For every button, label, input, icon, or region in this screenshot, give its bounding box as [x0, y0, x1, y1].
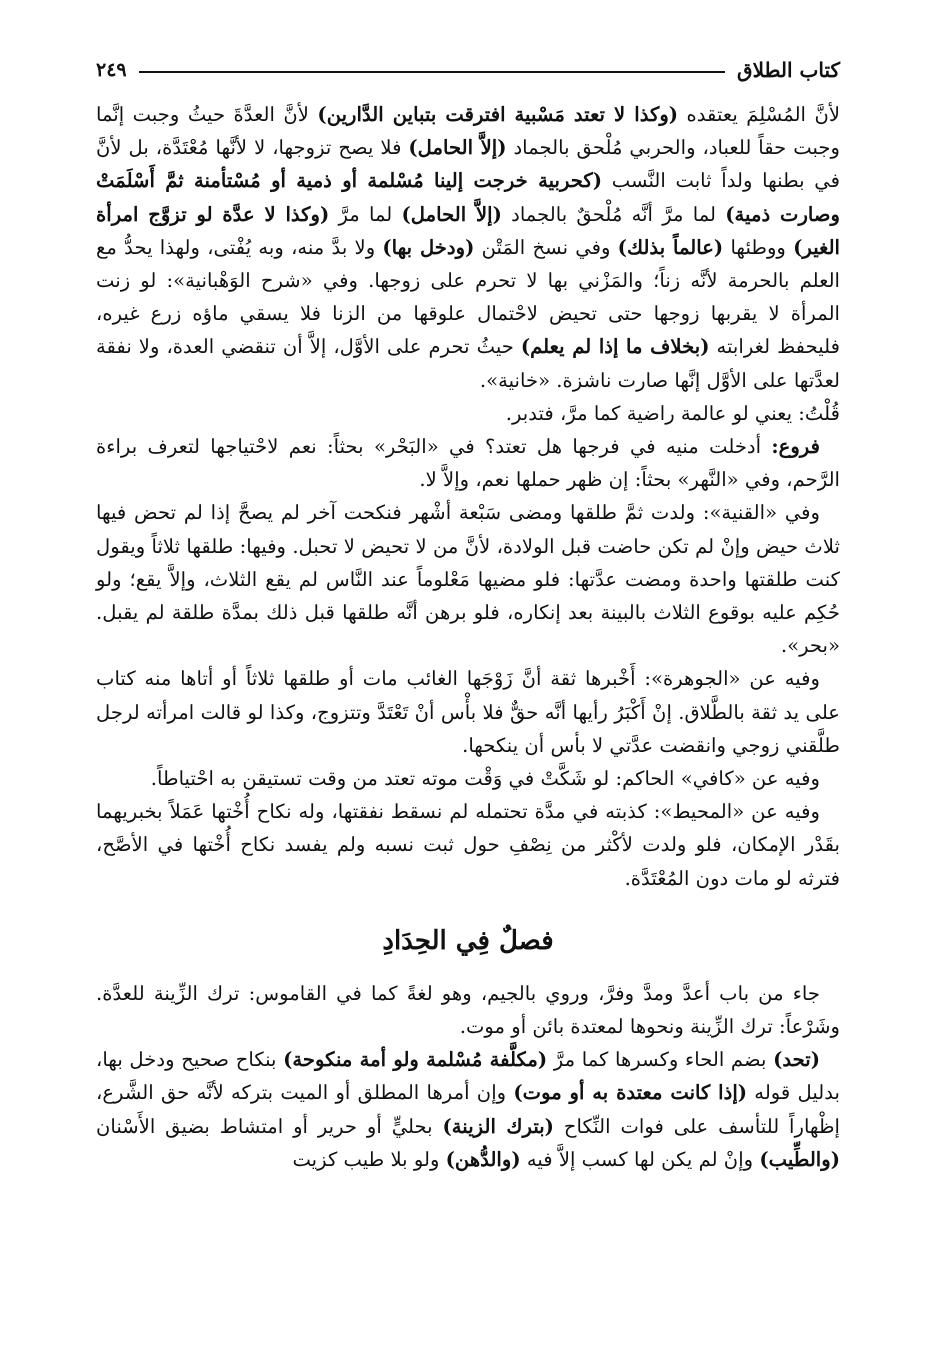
bold-text: (إلاَّ الحامل) — [401, 202, 502, 226]
text-run: حيثُ تحرم على الأوَّل، إلاَّ أن تنقضي العدة، ولا نفقة لعدَّتها على الأوَّل إنَّها صارت ناشزة. «خانية». — [96, 335, 840, 392]
page-header — [96, 50, 840, 90]
paragraph — [96, 496, 840, 662]
text-run: لما مرَّ — [329, 202, 402, 226]
bold-text: (والدُّهن) — [445, 1147, 521, 1171]
text-run: بحليٍّ أو حرير أو امتشاط بضيق الأَسْنان — [96, 1114, 443, 1138]
bold-text: (مكلَّفة مُسْلمة ولو أمة منكوحة) — [283, 1048, 548, 1072]
text-run: وإن أمرها المطلق أو الميت بتركه لأنَّه حق الشَّرع، إظْهاراً للتأسف على فوات النِّكاح — [96, 1081, 840, 1138]
text-run: وفي «القنية»: ولدت ثمَّ طلقها ومضى سَبْعة أشْهر فنكحت آخر لم يصحَّ إذا لم تحض فيها ثلاث حيض وإنْ لم تكن حاضت قبل الولادة، لأنَّ من لا تحيض لا تحبل. وفيها: طلقها ثلاثاً ويقول كنت طلقتها واحدة ومضت عدَّتها: فلو مضيها مَعْلوماً عند النَّاس لم يقع الثلاث، وإلاَّ يقع؛ ولو حُكِم عليه بوقوع الثلاث بالبينة بعد إنكاره، فلو برهن أنَّه طلقها قبل ذلك بمدَّة طلقة لم يقبل. «بحر». — [96, 501, 840, 658]
text-run: ووطئها — [723, 235, 794, 259]
bold-text: (تحد) — [773, 1048, 820, 1072]
text-run: وفيه عن «المحيط»: كذبته في مدَّة تحتمله لم نسقط نفقتها، وله نكاح أُخْتها عَمَلاً بخبريهما بقَدْر الإمكان، فلو ولدت لأكْثر من نِصْفِ حول ثبت نسبه ولم يفسد نكاح أُخْتها في الأصَّح، فترثه لو مات دون المُعْتَدَّة. — [96, 800, 840, 890]
bold-text: (إذا كانت معتدة به أو موت) — [513, 1081, 748, 1105]
text-run: لأنَّ المُسْلِمَ يعتقده — [678, 103, 841, 126]
text-run: بضم الحاء وكسرها كما مرَّ — [547, 1048, 774, 1072]
bold-text: (ودخل بها) — [382, 235, 475, 259]
bold-text: (وكذا لا تعتد مَسْبية افترقت بتباين الدَّارين) — [317, 103, 679, 126]
paragraphs — [96, 98, 840, 895]
bold-text: فروع: — [771, 435, 820, 459]
text-run: وفيه عن «الجوهرة»: أَخْبرها ثقة أنَّ زَوْجَها الغائب مات أو طلقها ثلاثاً أو أتاها منه كتاب على يد ثقة بالطَّلاق. إنْ أَكْبَرُ رأيها أنَّه حقٌّ فلا بأْس أنْ تَعْتَدَّ وتتزوج، وكذا لو قالت امرأته لرجل طلَّقني زوجي وانقضت عدَّتي لا بأس أن ينكحها. — [96, 667, 840, 757]
paragraph — [96, 662, 840, 762]
text-run: ولو بلا طيب كزيت — [292, 1147, 446, 1171]
section-paragraphs — [96, 977, 840, 1176]
bold-text: (عالماً بذلك) — [617, 235, 724, 259]
book-page — [96, 50, 840, 1340]
page-number: ٢٤٩ — [96, 59, 127, 81]
section-heading: فصلٌ فِي الحِدَادِ — [382, 925, 554, 956]
text-run: وفيه عن «كافي» الحاكم: لو شَكَّتْ في وَقْت موته تعتد من وقت تستيقن به احْتياطاً. — [150, 767, 820, 791]
paragraph — [96, 98, 840, 397]
paragraph — [96, 397, 840, 430]
running-title: كتاب الطلاق — [737, 58, 840, 82]
text-run: وفي نسخ المَتْن — [474, 235, 618, 259]
main-text — [96, 98, 840, 1176]
bold-text: (بترك الزينة) — [442, 1114, 554, 1138]
text-run: وإنْ لم يكن لها كسب إلاَّ فيه — [520, 1147, 760, 1171]
bold-text: (بخلاف ما إذا لم يعلم) — [520, 335, 710, 359]
bold-text: (وكذا لا عدَّة لو تزوَّج امرأة الغير) — [96, 202, 840, 259]
paragraph — [96, 762, 840, 795]
bold-text: (إلاَّ الحامل) — [408, 136, 507, 160]
paragraph — [96, 1043, 840, 1176]
paragraph — [96, 430, 840, 496]
paragraph — [96, 795, 840, 895]
bold-text: (والطِّيب) — [759, 1147, 840, 1171]
text-run: قُلْتُ: يعني لو عالمة راضية كما مرَّ، فتدبر. — [505, 401, 840, 425]
text-run: لأنَّ العدَّةَ حيثُ وجبت إنَّما وجبت حقاً للعباد، والحربي مُلْحق بالجماد — [96, 103, 840, 160]
paragraph — [96, 977, 840, 1043]
text-run: فلا يصح تزوجها، لا لأنَّها مُعْتَدَّة، بل لأنَّ في بطنها ولداً ثابت النَّسب — [96, 136, 840, 193]
text-run: أدخلت منيه في فرجها هل تعتد؟ في «البَحْر» بحثاً: نعم لاحْتياجها لتعرف براءة الرَّحم، وفي «النَّهر» بحثاً: إن ظهر حملها نعم، وإلاَّ لا. — [96, 435, 840, 492]
bold-text: (كحربية خرجت إلينا مُسْلمة أو ذمية أو مُسْتأمنة ثمَّ أَسْلَمَتْ وصارت ذمية) — [96, 169, 840, 226]
header-rule — [139, 71, 725, 73]
text-run: جاء من باب أعدَّ ومدَّ وفرَّ، وروي بالجيم، وهو لغةً كما في القاموس: ترك الزِّينة للعدَّة. وشَرْعاً: ترك الزِّينة ونحوها لمعتدة بائن أو موت. — [96, 981, 840, 1039]
text-run: لما مرَّ أنَّه مُلْحقٌ بالجماد — [501, 202, 726, 226]
text-run: بنكاح صحيح ودخل بها، بدليل قوله — [96, 1048, 840, 1105]
text-run: ولا بدَّ منه، وبه يُفْتى، ولهذا يحدُّ مع العلم بالحرمة لأنَّه زناً؛ والمَزْني بها لا تحرم على زوجها. وفي «شرح الوَهْبانية»: لو زنت المرأة لا يقربها زوجها حتى تحيض لاحْتمال علوقها من الزنا فلا يسقي ماؤه زرع غيره، فليحفظ لغرابته — [96, 235, 841, 359]
